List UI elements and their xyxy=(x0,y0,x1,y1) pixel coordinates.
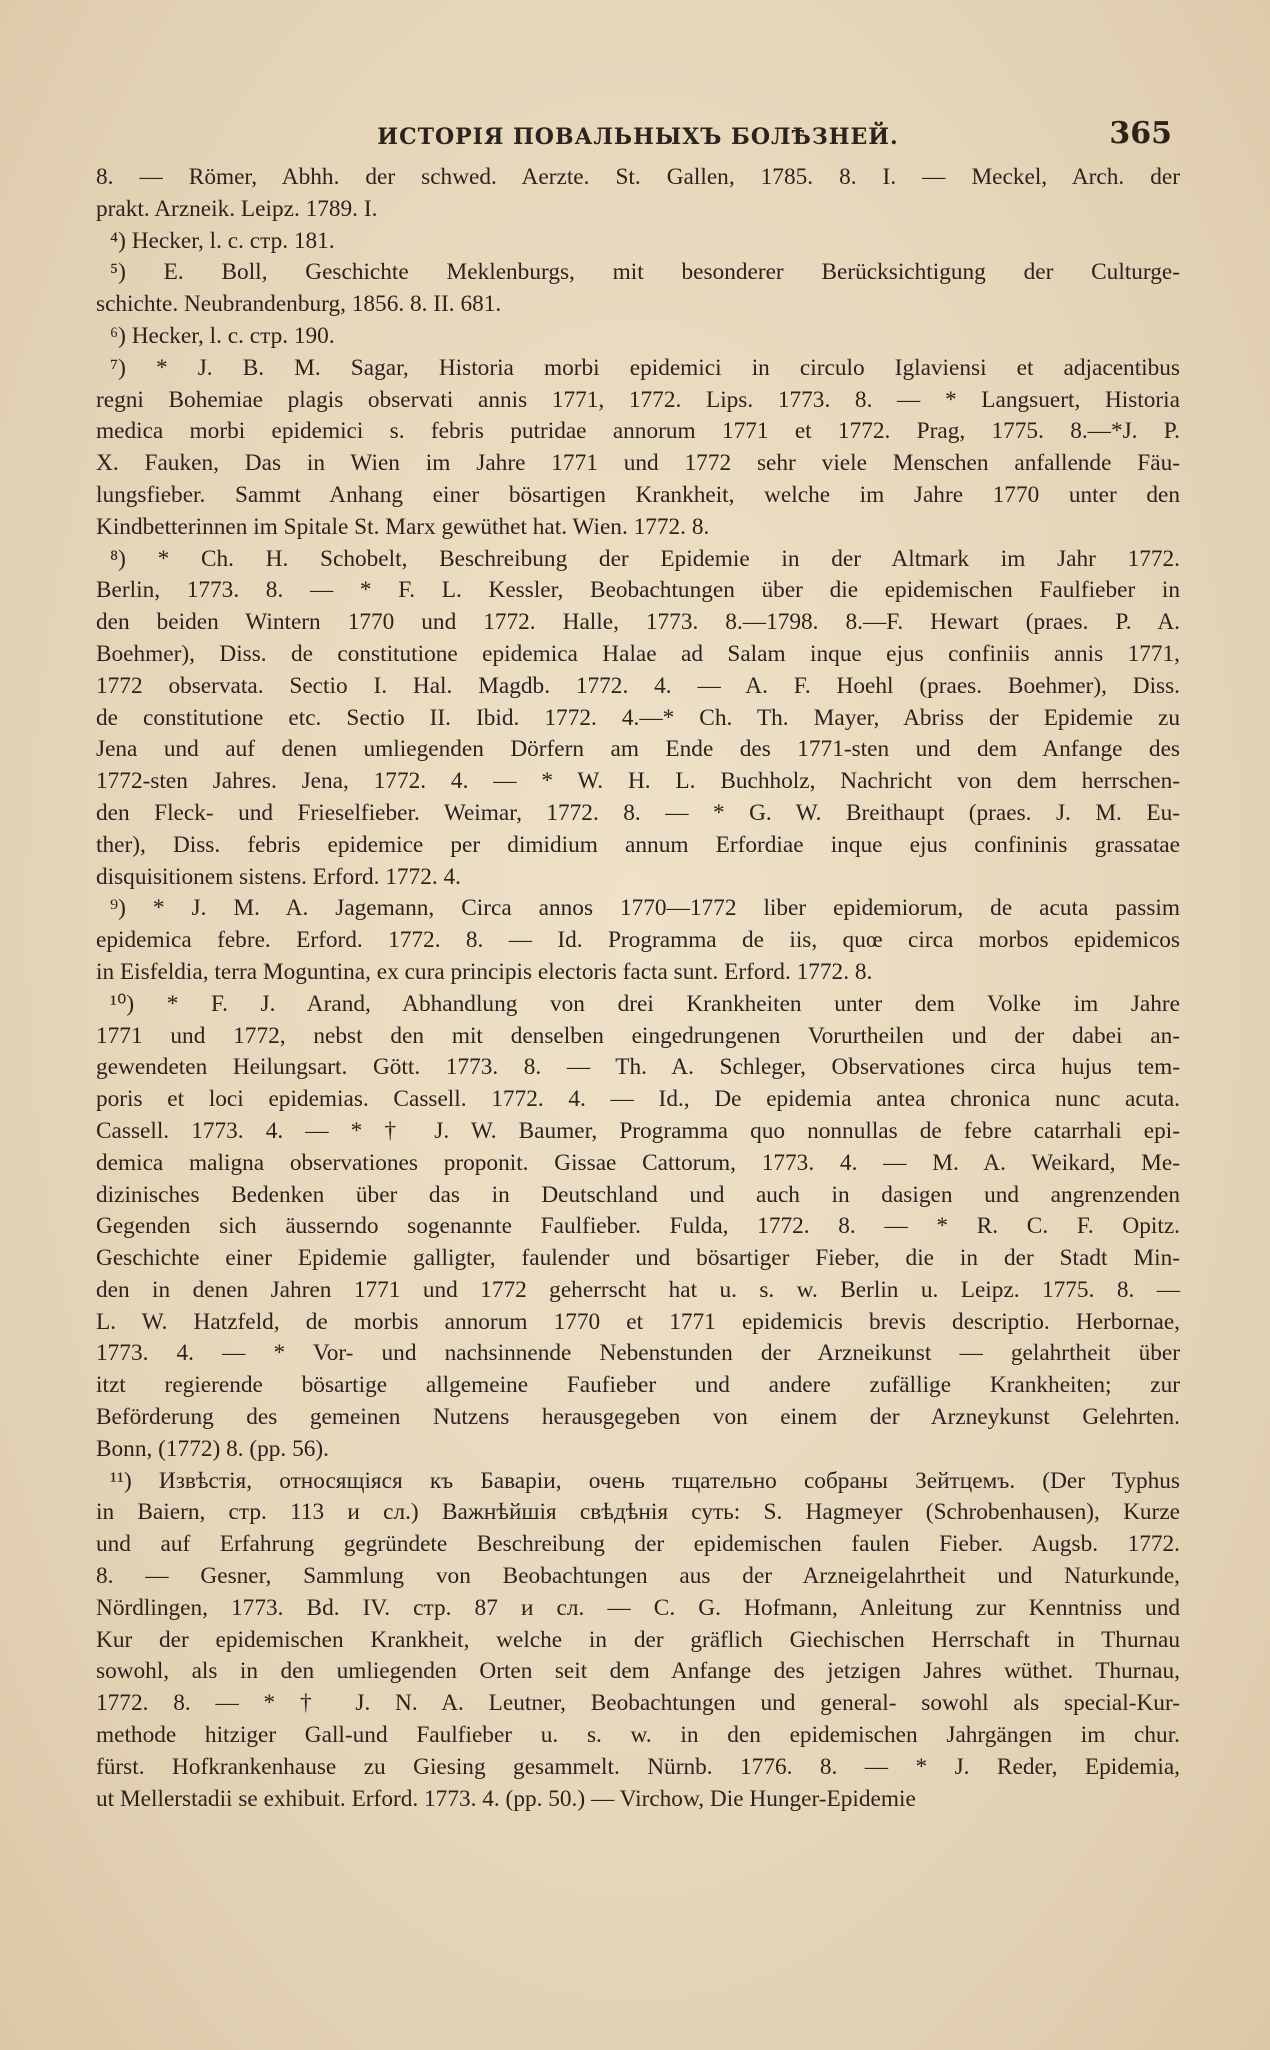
footnote-line: demica maligna observationes proponit. Gissae Cattorum, 1773. 4. — M. A. Weikard, Me- xyxy=(96,1149,1180,1176)
footnote-line: den beiden Wintern 1770 und 1772. Halle, 1773. 8.—1798. 8.—F. Hewart (praes. P. A. xyxy=(96,609,1180,636)
footnote-line: 1772 observata. Sectio I. Hal. Magdb. 1772. 4. — A. F. Hoehl (praes. Boehmer), Diss. xyxy=(96,672,1180,699)
footnote-line: und auf Erfahrung gegründete Beschreibung der epidemischen faulen Fieber. Augsb. 1772. xyxy=(96,1531,1180,1558)
footnote-line: 1773. 4. — * Vor- und nachsinnende Nebenstunden der Arzneikunst — gelahrtheit über xyxy=(96,1340,1180,1367)
footnote-line: ut Mellerstadii se exhibuit. Erford. 1773. 4. (pp. 50.) — Virchow, Die Hunger-Epidemie xyxy=(96,1785,916,1812)
running-head: ИСТОРІЯ ПОВАЛЬНЫХЪ БОЛѢЗНЕЙ. xyxy=(377,124,899,150)
footnote-line: poris et loci epidemias. Cassell. 1772. 4. — Id., De epidemia antea chronica nunc acuta. xyxy=(96,1086,1180,1113)
footnote-line: medica morbi epidemici s. febris putridae annorum 1771 et 1772. Prag, 1775. 8.—*J. P. xyxy=(96,418,1180,445)
footnote-line: dizinisches Bedenken über das in Deutschland und auch in dasigen und angrenzenden xyxy=(96,1181,1180,1208)
footnote-line: ⁸) * Ch. H. Schobelt, Beschreibung der Epidemie in der Altmark im Jahr 1772. xyxy=(110,545,1180,572)
book-page xyxy=(96,112,1180,2012)
footnote-line: 8. — Römer, Abhh. der schwed. Aerzte. St. Gallen, 1785. 8. I. — Meckel, Arch. der xyxy=(96,164,1180,190)
footnote-line: sowohl, als in den umliegenden Orten seit dem Anfange des jetzigen Jahres wüthet. Thurnau, xyxy=(96,1658,1180,1685)
footnote xyxy=(96,353,1180,544)
footnote-line: regni Bohemiae plagis observati annis 1771, 1772. Lips. 1773. 8. — * Langsuert, Historia xyxy=(96,386,1180,413)
footnote-line: Beförderung des gemeinen Nutzens herausgegeben von einem der Arzneykunst Gelehrten. xyxy=(96,1404,1180,1431)
footnote-line: lungsfieber. Sammt Anhang einer bösartigen Krankheit, welche im Jahre 1770 unter den xyxy=(96,481,1180,508)
footnote-line: methode hitziger Gall-und Faulfieber u. s. w. in den epidemischen Jahrgängen im chur. xyxy=(96,1722,1180,1749)
footnote-line: epidemica febre. Erford. 1772. 8. — Id. Programma de iis, quœ circa morbos epidemicos xyxy=(96,927,1180,954)
footnote-line: ⁴) Hecker, l. c. стр. 181. xyxy=(110,227,335,254)
footnote xyxy=(96,893,1180,988)
footnote-line: Berlin, 1773. 8. — * F. L. Kessler, Beobachtungen über die epidemischen Faulfieber in xyxy=(96,577,1180,604)
footnote-line: disquisitionem sistens. Erford. 1772. 4. xyxy=(96,863,461,890)
footnote-line: ⁶) Hecker, l. c. стр. 190. xyxy=(110,322,335,349)
footnote-line: Geschichte einer Epidemie galligter, faulender und bösartiger Fieber, die in der Stadt Min- xyxy=(96,1245,1180,1272)
footnote-line: ¹⁰) * F. J. Arand, Abhandlung von drei Krankheiten unter dem Volke im Jahre xyxy=(110,990,1180,1017)
footnote-line: ⁷) * J. B. M. Sagar, Historia morbi epidemici in circulo Iglaviensi et adjacentibus xyxy=(110,354,1180,381)
footnote-line: itzt regierende bösartige allgemeine Faufieber und andere zufällige Krankheiten; zur xyxy=(96,1372,1180,1399)
footnotes-body xyxy=(96,162,1180,1815)
footnote-line: Gegenden sich äusserndo sogenannte Faulfieber. Fulda, 1772. 8. — * R. C. F. Opitz. xyxy=(96,1213,1180,1240)
footnote-line: in Baiern, стр. 113 и сл.) Важнѣйшія свѣдѣнія суть: S. Hagmeyer (Schrobenhausen), Kurze xyxy=(96,1499,1180,1526)
footnote xyxy=(96,1466,1180,1816)
footnote-line: Kindbetterinnen im Spitale St. Marx gewüthet hat. Wien. 1772. 8. xyxy=(96,513,710,540)
footnote-line: X. Fauken, Das in Wien im Jahre 1771 und 1772 sehr viele Menschen anfallende Fäu- xyxy=(96,450,1180,477)
page-header xyxy=(96,112,1180,162)
footnote-line: 1772-sten Jahres. Jena, 1772. 4. — * W. H. L. Buchholz, Nachricht von dem herrschen- xyxy=(96,768,1180,795)
footnote-line: 8. — Gesner, Sammlung von Beobachtungen aus der Arzneigelahrtheit und Naturkunde, xyxy=(96,1563,1180,1590)
footnote-line: 1771 und 1772, nebst den mit denselben eingedrungenen Vorurtheilen und der dabei an- xyxy=(96,1022,1180,1049)
footnote-line: ⁹) * J. M. A. Jagemann, Circa annos 1770—1772 liber epidemiorum, de acuta passim xyxy=(110,895,1180,922)
footnote-line: Jena und auf denen umliegenden Dörfern am Ende des 1771-sten und dem Anfange des xyxy=(96,736,1180,763)
footnote-line: Bonn, (1772) 8. (pp. 56). xyxy=(96,1435,329,1462)
footnote-line: 1772. 8. — * † J. N. A. Leutner, Beobachtungen und general- sowohl als special-Kur- xyxy=(96,1690,1180,1717)
footnote xyxy=(96,162,1180,226)
footnote xyxy=(96,226,1180,258)
footnote-line: in Eisfeldia, terra Moguntina, ex cura principis electoris facta sunt. Erford. 1772. 8. xyxy=(96,958,873,985)
footnote-line: ¹¹) Извѣстія, относящіяся къ Баваріи, очень тщательно собраны Зейтцемъ. (Der Typhus xyxy=(110,1467,1180,1494)
footnote xyxy=(96,321,1180,353)
page-number: 365 xyxy=(1109,116,1172,151)
footnote xyxy=(96,544,1180,894)
footnote-line: Boehmer), Diss. de constitutione epidemica Halae ad Salam inque ejus confiniis annis 1771, xyxy=(96,640,1180,667)
footnote xyxy=(96,989,1180,1466)
footnote-line: Cassell. 1773. 4. — * † J. W. Baumer, Programma quo nonnullas de febre catarrhali epi- xyxy=(96,1117,1180,1144)
footnote-line: Kur der epidemischen Krankheit, welche in der gräflich Giechischen Herrschaft in Thurnau xyxy=(96,1626,1180,1653)
footnote-line: gewendeten Heilungsart. Gött. 1773. 8. — Th. A. Schleger, Observationes circa hujus tem- xyxy=(96,1054,1180,1081)
footnote xyxy=(96,257,1180,321)
footnote-line: fürst. Hofkrankenhause zu Giesing gesammelt. Nürnb. 1776. 8. — * J. Reder, Epidemia, xyxy=(96,1753,1180,1780)
footnote-line: ⁵) E. Boll, Geschichte Meklenburgs, mit besonderer Berücksichtigung der Culturge- xyxy=(110,259,1180,286)
footnote-line: den Fleck- und Frieselfieber. Weimar, 1772. 8. — * G. W. Breithaupt (praes. J. M. Eu- xyxy=(96,799,1180,826)
footnote-line: prakt. Arzneik. Leipz. 1789. I. xyxy=(96,195,378,222)
footnote-line: den in denen Jahren 1771 und 1772 geherrscht hat u. s. w. Berlin u. Leipz. 1775. 8. — xyxy=(96,1276,1180,1303)
footnote-line: Nördlingen, 1773. Bd. IV. стр. 87 и сл. — C. G. Hofmann, Anleitung zur Kenntniss und xyxy=(96,1594,1180,1621)
footnote-line: schichte. Neubrandenburg, 1856. 8. II. 681. xyxy=(96,291,502,318)
footnote-line: L. W. Hatzfeld, de morbis annorum 1770 et 1771 epidemicis brevis descriptio. Herbornae, xyxy=(96,1308,1180,1335)
footnote-line: de constitutione etc. Sectio II. Ibid. 1772. 4.—* Ch. Th. Mayer, Abriss der Epidemie zu xyxy=(96,704,1180,731)
footnote-line: ther), Diss. febris epidemice per dimidium annum Erfordiae inque ejus confininis grassatae xyxy=(96,831,1180,858)
